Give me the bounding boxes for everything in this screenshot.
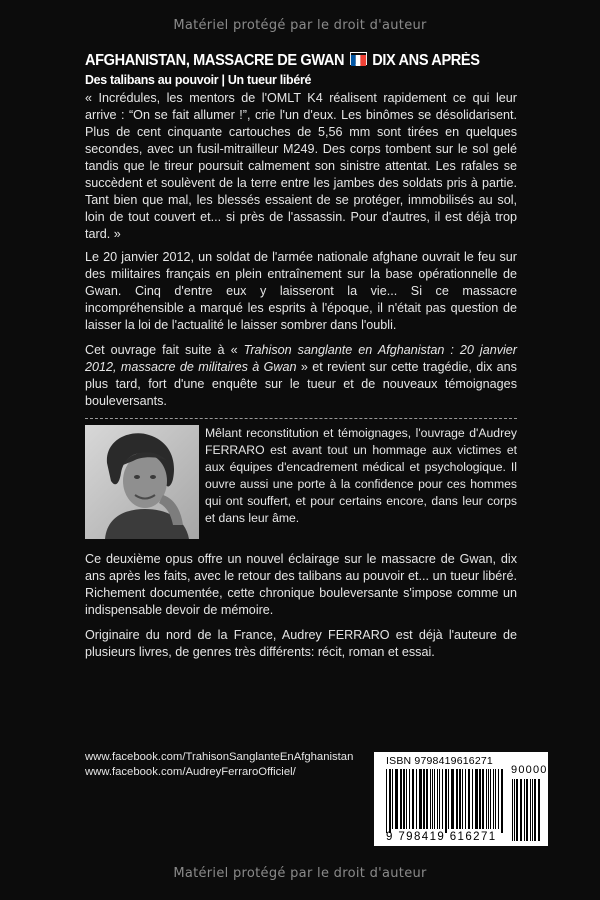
facebook-link-author[interactable]: www.facebook.com/AudreyFerraroOfficiel/ [85, 766, 296, 778]
addon-digits: 90000 [511, 764, 548, 776]
barcode-bar [488, 769, 489, 829]
barcode-bar [434, 769, 435, 829]
author-photo [85, 425, 199, 539]
facebook-links [85, 750, 353, 780]
author-paragraph: Mêlant reconstitution et témoignages, l'ouvrage d'Audrey FERRARO est avant tout un hommage aux victimes et aux équipes d'encadrement médical et psychologique. Il ouvre aussi une porte à la confidence pour ces hommes qui ont souffert, et pour certains encore, dans leur corps et dans leur âme. [205, 426, 517, 525]
watermark-bottom: Matériel protégé par le droit d'auteur [173, 866, 427, 881]
facebook-link-book[interactable]: www.facebook.com/TrahisonSanglanteEnAfghanistan [85, 751, 354, 763]
barcode-bar [445, 769, 447, 833]
barcode-bar [465, 769, 466, 829]
title-part-2: DIX ANS APRÈS [372, 52, 480, 69]
barcode-bar [501, 769, 503, 833]
barcode-bar [459, 769, 461, 829]
barcode-bar [400, 769, 402, 829]
previous-book-title: Trahison sanglante en Afghanistan : 20 janvier 2012, massacre de militaires à Gwan [85, 343, 518, 374]
dashed-separator [85, 418, 517, 419]
back-cover-content [85, 52, 517, 669]
opening-quote: « Incrédules, les mentors de l'OMLT K4 réalisent rapidement ce qui leur arrive : “On se fait allumer !”, crie l'un d'eux. Les binômes se désolidarisent. Plus de cent cinquante cartouches de 5,56 mm sont tirées en quelques secondes, avec un fusil-mitrailleur M249. Des corps tombent sur le sol gelé tandis que le tireur poursuit calmement son sinistre attentat. Les rafales se succèdent et soulèvent de la terre entre les jambes des soldats pris à partie. Tant bien que mal, les blessés essaient de se protéger, immobilisés au sol, loin de tout couvert et... si près de l'assassin. Pour d'autres, il est déjà trop tard. » [85, 91, 517, 241]
barcode-bar [395, 769, 398, 829]
paragraph-second-opus: Ce deuxième opus offre un nouvel éclairage sur le massacre de Gwan, dix ans après les faits, avec le retour des talibans au pouvoir et... un tueur libéré. Richement documentée, cette chronique bouleversante s'impose comme un indispensable devoir de mémoire. [85, 552, 517, 617]
barcode-bar [426, 769, 428, 829]
barcode-bar [493, 769, 494, 829]
barcode-bar [456, 769, 458, 829]
barcode-bar [403, 769, 405, 829]
barcode-bar [468, 769, 470, 829]
barcode-bar [437, 769, 438, 829]
addon-bar [516, 779, 518, 841]
barcode-bar [490, 769, 491, 829]
barcode-bar [389, 769, 391, 833]
addon-bar [538, 779, 540, 841]
barcode-bar [486, 769, 487, 829]
addon-bar [524, 779, 525, 841]
barcode-bar [451, 769, 454, 829]
barcode-bar [462, 769, 463, 829]
paragraph-sequel [85, 342, 517, 410]
french-flag-icon [350, 52, 367, 65]
barcode-bar [448, 769, 449, 829]
barcode-bar [479, 769, 481, 829]
barcode-bar [423, 769, 425, 829]
isbn-digits: 9 798419 616271 [386, 831, 497, 843]
addon-bar [532, 779, 533, 841]
barcode-bar [416, 769, 417, 829]
barcode-bar [495, 769, 496, 829]
barcode-bar [472, 769, 473, 829]
barcode-bar [406, 769, 407, 829]
isbn-label: ISBN 9798419616271 [386, 755, 493, 767]
barcode-bar [442, 769, 443, 829]
barcode-bar [386, 769, 387, 833]
flag-red [361, 55, 366, 66]
sequel-text-before: Cet ouvrage fait suite à « [85, 343, 244, 357]
title-part-1: AFGHANISTAN, MASSACRE DE GWAN [85, 52, 345, 69]
isbn-barcode [374, 752, 548, 846]
barcode-bar [498, 769, 499, 829]
addon-bar [526, 779, 528, 841]
addon-bar [514, 779, 515, 841]
barcode-bar [430, 769, 431, 829]
book-subtitle: Des talibans au pouvoir | Un tueur libéré [85, 72, 312, 87]
barcode-bar [432, 769, 433, 829]
sequel-text-after: » et revient sur cette tragédie, dix ans plus tard, fort d'une enquête sur le tueur et de nouveaux témoignages bouleversants. [85, 360, 517, 408]
book-title [85, 52, 491, 70]
paragraph-author-bio: Originaire du nord de la France, Audrey FERRARO est déjà l'auteure de plusieurs livres, de genres très différents: récit, roman et essai. [85, 628, 517, 659]
watermark-top: Matériel protégé par le droit d'auteur [173, 18, 427, 33]
barcode-bar [475, 769, 478, 829]
barcode-bar [482, 769, 484, 829]
author-portrait-image [85, 425, 199, 539]
addon-bar [530, 779, 531, 841]
barcode-bar [392, 769, 393, 829]
addon-bar [512, 779, 513, 841]
barcode-bar [419, 769, 422, 829]
paragraph-context: Le 20 janvier 2012, un soldat de l'armée nationale afghane ouvrait le feu sur des militaires français en plein entraînement sur la base opérationnelle de Gwan. Cinq d'entre eux y laisseront la vie... Si ce massacre incompréhensible a marqué les esprits à l'époque, il n'était pas question de laisser la loi de l'actualité le laisser sombrer dans l'oubli. [85, 250, 517, 332]
addon-bar [534, 779, 536, 841]
addon-bar [520, 779, 522, 841]
barcode-bar [439, 769, 440, 829]
barcode-bar [409, 769, 410, 829]
author-block [85, 425, 517, 543]
barcode-bar [412, 769, 414, 829]
